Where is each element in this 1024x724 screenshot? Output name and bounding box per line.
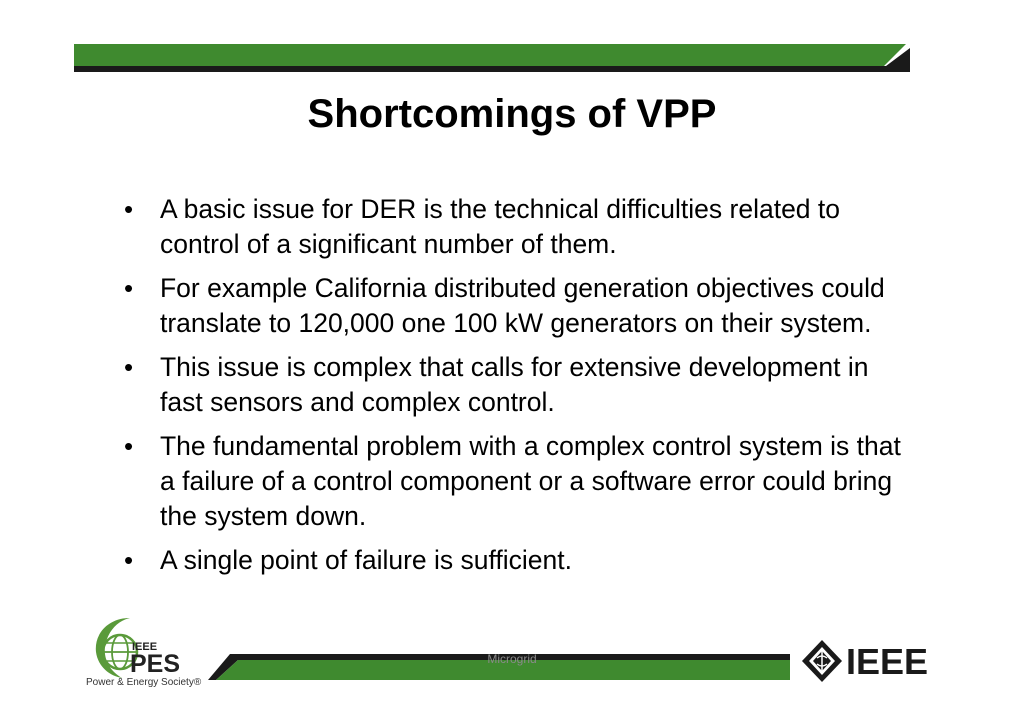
bullet-text: For example California distributed generation objectives could translate to 120,000 one 100 kW generators on their system.	[160, 273, 885, 338]
pes-logo-pes-text: PES	[130, 650, 181, 678]
ieee-logo	[800, 636, 950, 686]
bullet-item	[124, 429, 904, 534]
bullet-item	[124, 543, 904, 578]
top-header-band	[0, 0, 1024, 80]
bullet-text: A basic issue for DER is the technical difficulties related to control of a significant number of them.	[160, 194, 841, 259]
top-band-green	[74, 44, 906, 66]
slide-title: Shortcomings of VPP	[307, 92, 717, 136]
footer-center-text: Microgrid	[487, 652, 537, 666]
bullet-text: A single point of failure is sufficient.	[160, 545, 572, 575]
ieee-logo-text: IEEE	[846, 641, 929, 682]
bullet-marker: •	[124, 273, 134, 303]
pes-logo-ieee-text: IEEE	[132, 641, 158, 653]
bullet-marker: •	[124, 194, 134, 224]
bullet-item	[124, 350, 904, 420]
bullet-marker: •	[124, 431, 134, 461]
bullet-text: The fundamental problem with a complex control system is that a failure of a control component or a software error could bring the system down.	[160, 431, 901, 531]
bullet-text: This issue is complex that calls for extensive development in fast sensors and complex control.	[160, 352, 869, 417]
pes-logo-caption: Power & Energy Society®	[86, 677, 202, 688]
bullet-list	[124, 192, 904, 587]
bullet-marker: •	[124, 352, 134, 382]
bullet-item	[124, 192, 904, 262]
bullet-marker: •	[124, 545, 134, 575]
bullet-item	[124, 271, 904, 341]
